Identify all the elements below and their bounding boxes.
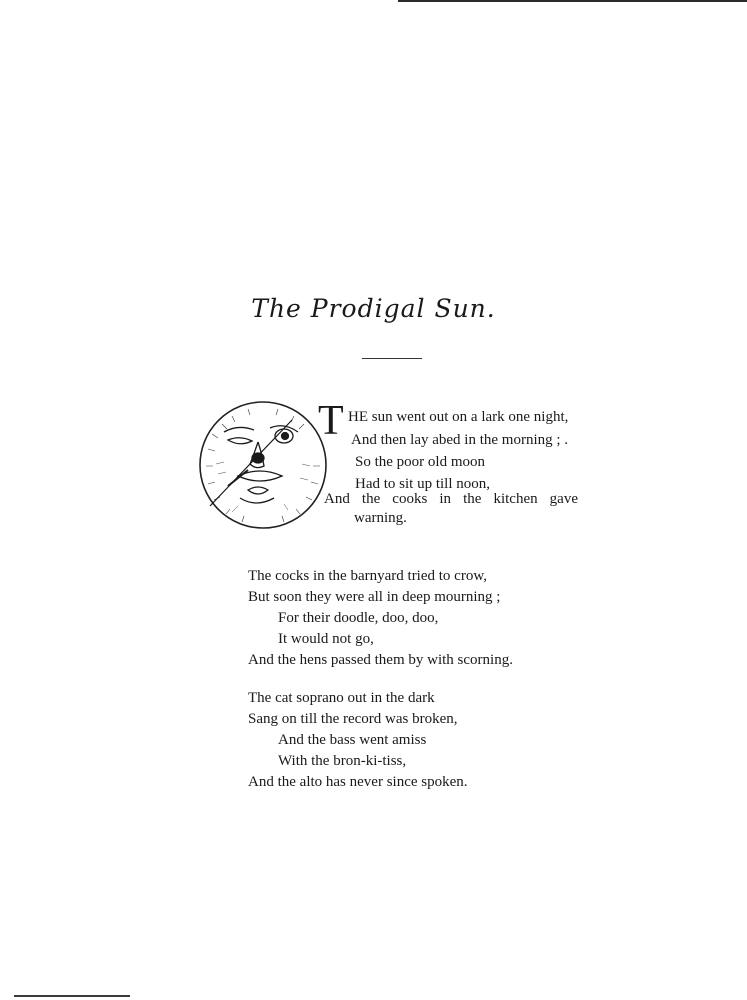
moon-face-illustration bbox=[192, 394, 334, 536]
poem-line: It would not go, bbox=[278, 631, 374, 647]
drop-cap: T bbox=[318, 398, 344, 444]
poem-line: The cat soprano out in the dark bbox=[248, 690, 435, 706]
poem-line: So the poor old moon bbox=[355, 454, 485, 470]
poem-line: And the bass went amiss bbox=[278, 732, 427, 748]
poem-title: The Prodigal Sun. bbox=[251, 294, 496, 323]
poem-line: Sang on till the record was broken, bbox=[248, 711, 458, 727]
poem-line: With the bron-ki-tiss, bbox=[278, 753, 407, 769]
poem-line: And the hens passed them by with scorning. bbox=[248, 652, 513, 668]
poem-line: And the alto has never since spoken. bbox=[248, 774, 468, 790]
poem-line: And then lay abed in the morning ; . bbox=[351, 432, 569, 448]
poem-line: The cocks in the barnyard tried to crow, bbox=[248, 568, 487, 584]
scan-edge-top bbox=[398, 0, 747, 2]
title-divider bbox=[362, 358, 422, 359]
poem-line: HE sun went out on a lark one night, bbox=[348, 409, 569, 425]
poem-line: But soon they were all in deep mourning ; bbox=[248, 589, 501, 605]
poem-line: Had to sit up till noon, bbox=[355, 476, 490, 492]
scan-edge-bottom bbox=[14, 995, 130, 997]
poem-line: For their doodle, doo, doo, bbox=[278, 610, 439, 626]
poem-line: And the cooks in the kitchen gave bbox=[324, 491, 578, 507]
poem-line: warning. bbox=[354, 510, 407, 526]
